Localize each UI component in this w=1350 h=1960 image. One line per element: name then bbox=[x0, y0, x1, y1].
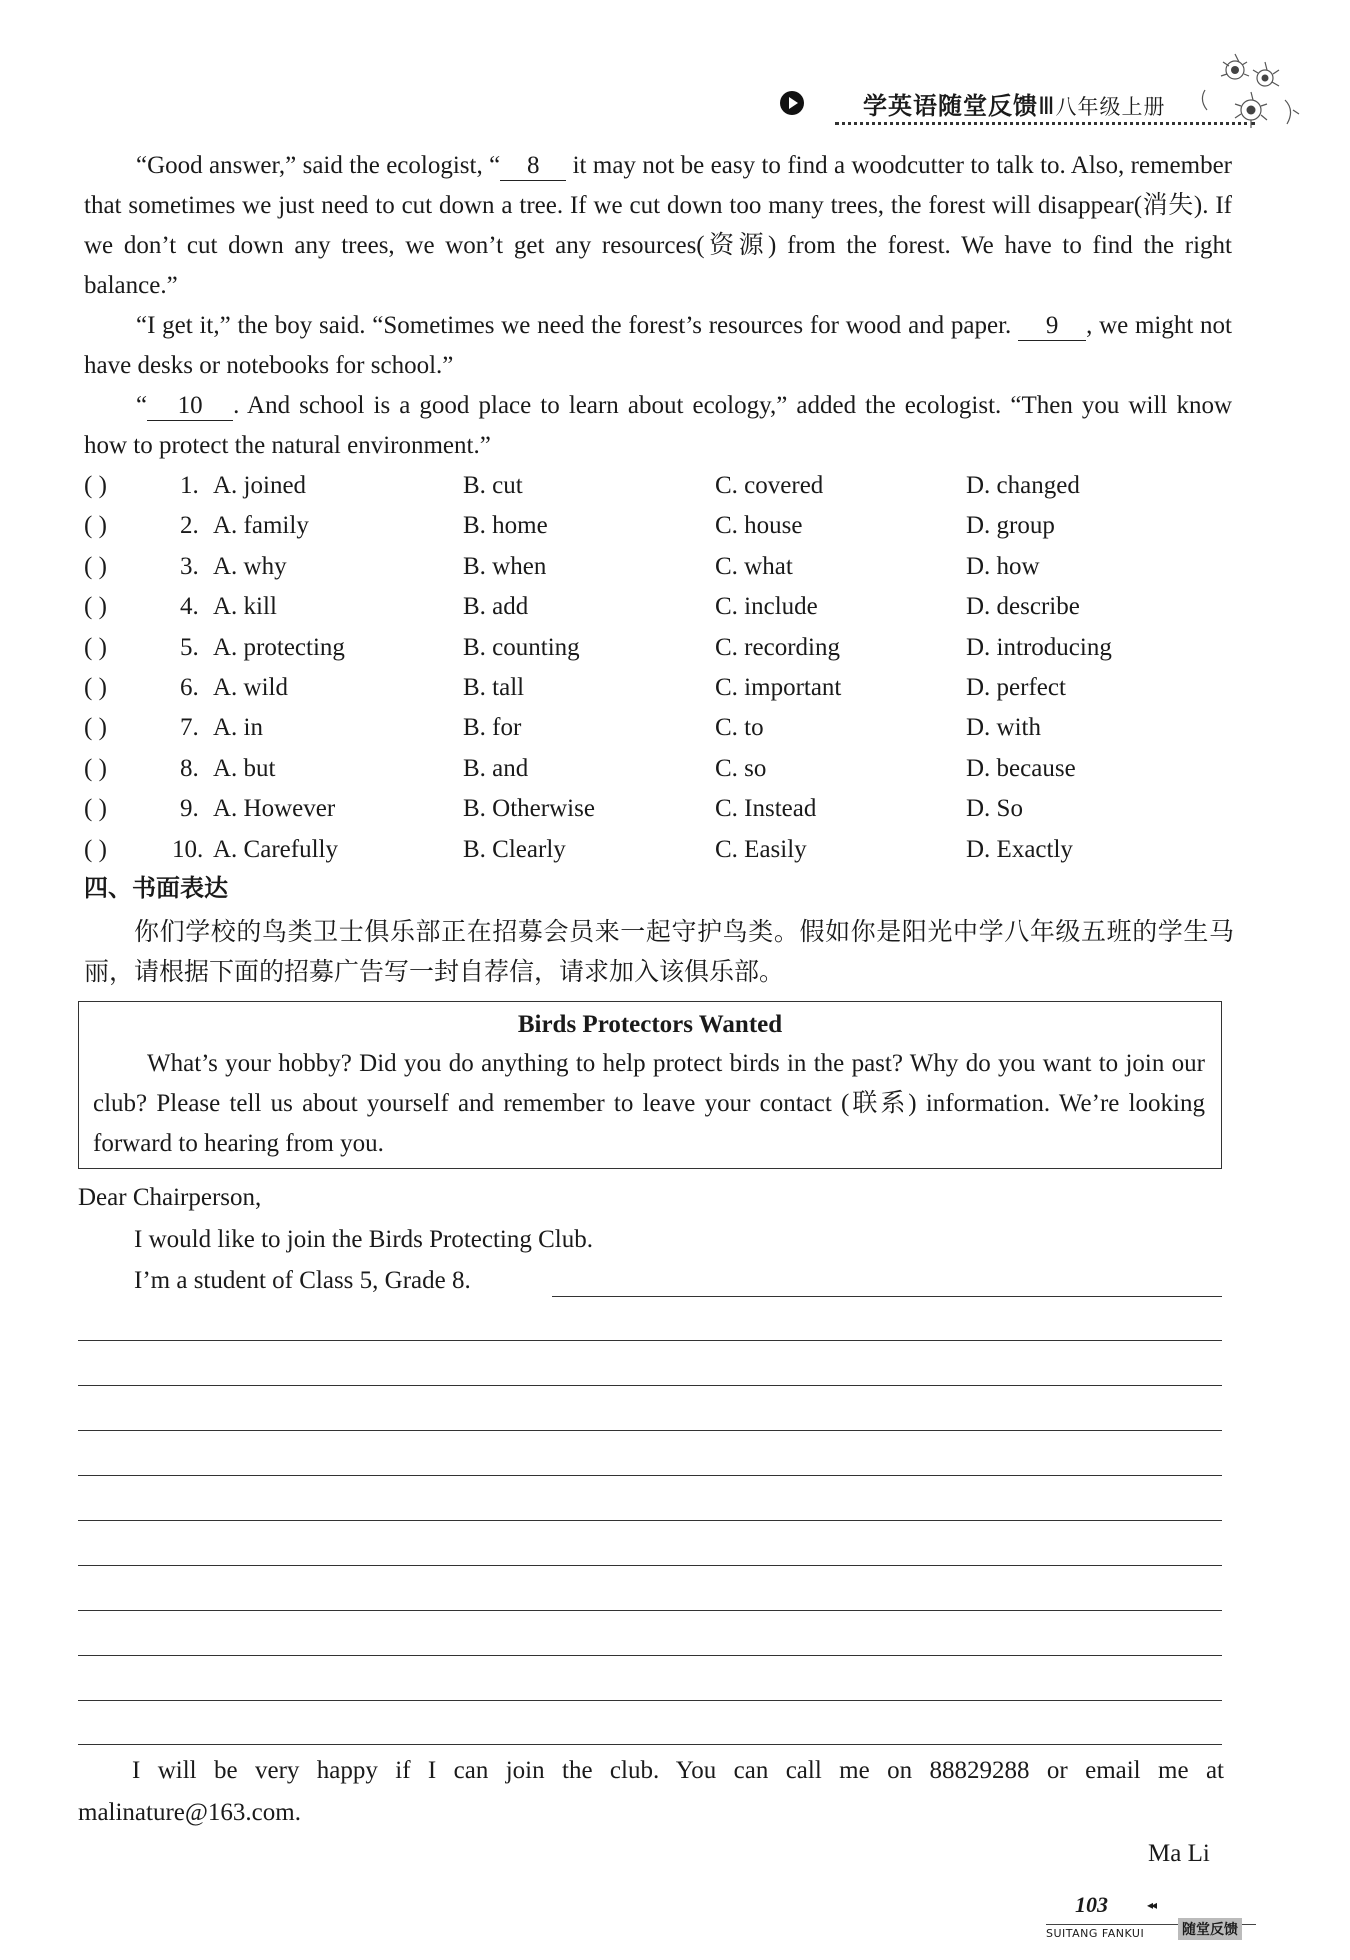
option-c: C. house bbox=[715, 512, 803, 540]
double-arrow-left-icon: ◂◂ bbox=[1147, 1898, 1156, 1912]
option-c: C. Easily bbox=[715, 835, 807, 863]
option-b: B. tall bbox=[463, 673, 525, 701]
task-text: 你们学校的鸟类卫士俱乐部正在招募会员来一起守护鸟类。假如你是阳光中学八年级五班的学生马丽，请根据下面的招募广告写一封自荐信，请求加入该俱乐部。 bbox=[84, 917, 1234, 986]
writing-line[interactable] bbox=[78, 1700, 1222, 1701]
answer-bracket[interactable]: ( ) bbox=[84, 593, 107, 621]
question-number: 3. bbox=[180, 552, 199, 580]
writing-line[interactable] bbox=[78, 1565, 1222, 1566]
option-a: A. joined bbox=[213, 472, 307, 499]
multiple-choice-options bbox=[84, 466, 1264, 870]
header-title bbox=[863, 86, 1166, 121]
answer-bracket[interactable]: ( ) bbox=[84, 633, 107, 661]
option-b: B. and bbox=[463, 754, 529, 782]
option-a: A. kill bbox=[213, 593, 277, 621]
question-number: 9. bbox=[180, 795, 199, 823]
option-b: B. add bbox=[463, 593, 529, 621]
option-c: C. to bbox=[715, 714, 764, 742]
option-a: A. but bbox=[213, 754, 276, 782]
writing-line[interactable] bbox=[78, 1744, 1222, 1745]
question-row-2 bbox=[84, 506, 1264, 546]
option-d: D. describe bbox=[966, 593, 1080, 621]
play-icon bbox=[779, 90, 805, 116]
question-row-6 bbox=[84, 668, 1264, 708]
option-b: B. Otherwise bbox=[463, 795, 595, 823]
letter-greeting: Dear Chairperson, bbox=[78, 1184, 262, 1211]
option-a: A. why bbox=[213, 552, 287, 580]
letter-line-1: I would like to join the Birds Protecting Club. bbox=[134, 1226, 593, 1253]
answer-bracket[interactable]: ( ) bbox=[84, 754, 107, 782]
answer-blank-9[interactable]: 9 bbox=[1018, 312, 1086, 341]
header-grade: 八年级上册 bbox=[1055, 95, 1166, 119]
writing-line[interactable] bbox=[78, 1385, 1222, 1386]
header-roman-numeral: Ⅲ bbox=[1038, 92, 1056, 120]
section-heading: 四、书面表达 bbox=[84, 874, 228, 902]
passage-paragraph-2 bbox=[84, 306, 1232, 386]
header-title-text: 学英语随堂反馈 bbox=[863, 92, 1038, 120]
closing-text: I will be very happy if I can join the club. You can call me on 88829288 or email me at malinature@163.com. bbox=[78, 1757, 1224, 1826]
option-d: D. with bbox=[966, 714, 1041, 742]
answer-bracket[interactable]: ( ) bbox=[84, 512, 107, 540]
question-number: 1. bbox=[180, 472, 199, 499]
writing-task-instructions bbox=[84, 912, 1234, 992]
option-c: C. important bbox=[715, 673, 842, 701]
passage-text: “Good answer,” said the ecologist, “ bbox=[136, 152, 501, 179]
answer-bracket[interactable]: ( ) bbox=[84, 795, 107, 823]
writing-line[interactable] bbox=[78, 1340, 1222, 1341]
writing-line[interactable] bbox=[78, 1475, 1222, 1476]
option-b: B. for bbox=[463, 714, 522, 742]
writing-line[interactable] bbox=[78, 1655, 1222, 1656]
writing-line[interactable] bbox=[552, 1296, 1222, 1297]
sunflower-decoration-icon bbox=[1195, 40, 1305, 150]
answer-blank-10[interactable]: 10 bbox=[147, 392, 233, 421]
passage-text: , we might not have desks or notebooks for school.” bbox=[84, 312, 1232, 379]
question-row-8 bbox=[84, 749, 1264, 789]
writing-line[interactable] bbox=[78, 1520, 1222, 1521]
option-b: B. when bbox=[463, 552, 547, 580]
letter-closing bbox=[78, 1750, 1224, 1834]
question-row-3 bbox=[84, 547, 1264, 587]
ad-body bbox=[93, 1044, 1205, 1164]
option-a: A. However bbox=[213, 795, 336, 823]
option-a: A. protecting bbox=[213, 633, 345, 661]
writing-line[interactable] bbox=[78, 1430, 1222, 1431]
answer-bracket[interactable]: ( ) bbox=[84, 714, 107, 742]
recruitment-ad-box bbox=[78, 1001, 1222, 1169]
option-b: B. Clearly bbox=[463, 835, 566, 863]
footer-brand-chinese: 随堂反馈 bbox=[1178, 1918, 1242, 1940]
option-c: C. so bbox=[715, 754, 767, 782]
passage-paragraph-3 bbox=[84, 386, 1232, 466]
question-number: 6. bbox=[180, 673, 199, 701]
question-row-5 bbox=[84, 628, 1264, 668]
passage-text: it may not be easy to find a woodcutter to talk to. Also, remember that sometimes we just need to cut down a tree. If we cut down too many trees, the forest will disappear(消失). If we don’t cut down any trees, we won’t get any resources(资源) from the forest. We have to find the right balance.” bbox=[84, 152, 1232, 299]
page-number: 103 bbox=[1075, 1892, 1108, 1917]
option-c: C. covered bbox=[715, 472, 824, 499]
answer-bracket[interactable]: ( ) bbox=[84, 835, 107, 863]
answer-bracket[interactable]: ( ) bbox=[84, 472, 107, 499]
question-row-4 bbox=[84, 587, 1264, 627]
ad-body-text: What’s your hobby? Did you do anything to help protect birds in the past? Why do you want to join our club? Please tell us about yourself and remember to leave your contact (联系) information. We’re looking forward to hearing from you. bbox=[93, 1050, 1205, 1157]
option-d: D. So bbox=[966, 795, 1023, 823]
passage-text: “I get it,” the boy said. “Sometimes we need the forest’s resources for wood and paper. bbox=[136, 312, 1019, 339]
option-c: C. include bbox=[715, 593, 818, 621]
question-number: 7. bbox=[180, 714, 199, 742]
passage-text: “ bbox=[136, 392, 148, 419]
option-a: A. family bbox=[213, 512, 309, 540]
answer-blank-8[interactable]: 8 bbox=[500, 152, 566, 181]
option-d: D. group bbox=[966, 512, 1055, 540]
ad-title: Birds Protectors Wanted bbox=[517, 1011, 783, 1038]
question-number: 2. bbox=[180, 512, 199, 540]
question-row-10 bbox=[84, 830, 1264, 870]
option-c: C. recording bbox=[715, 633, 840, 661]
option-b: B. home bbox=[463, 512, 548, 540]
passage-paragraph-1 bbox=[84, 146, 1232, 306]
question-row-9 bbox=[84, 789, 1264, 829]
question-number: 8. bbox=[180, 754, 199, 782]
option-d: D. Exactly bbox=[966, 835, 1073, 863]
option-b: B. counting bbox=[463, 633, 580, 661]
option-a: A. in bbox=[213, 714, 263, 742]
option-b: B. cut bbox=[463, 472, 523, 499]
option-d: D. because bbox=[966, 754, 1076, 782]
option-c: C. what bbox=[715, 552, 793, 580]
option-a: A. Carefully bbox=[213, 835, 338, 863]
question-row-7 bbox=[84, 708, 1264, 748]
question-number: 5. bbox=[180, 633, 199, 661]
option-a: A. wild bbox=[213, 673, 288, 701]
letter-line-2: I’m a student of Class 5, Grade 8. bbox=[134, 1267, 471, 1294]
question-number: 4. bbox=[180, 593, 199, 621]
passage-text: . And school is a good place to learn about ecology,” added the ecologist. “Then you will know how to protect the natural environment.” bbox=[84, 392, 1232, 459]
writing-line[interactable] bbox=[78, 1610, 1222, 1611]
question-number: 10. bbox=[172, 835, 204, 863]
option-d: D. perfect bbox=[966, 673, 1066, 701]
answer-bracket[interactable]: ( ) bbox=[84, 673, 107, 701]
option-d: D. changed bbox=[966, 472, 1080, 499]
option-c: C. Instead bbox=[715, 795, 817, 823]
header-dotted-rule bbox=[835, 122, 1255, 125]
option-d: D. how bbox=[966, 552, 1040, 580]
question-row-1 bbox=[84, 466, 1264, 506]
option-d: D. introducing bbox=[966, 633, 1112, 661]
footer-brand-english: SUITANG FANKUI bbox=[1046, 1927, 1145, 1940]
letter-signature: Ma Li bbox=[1148, 1840, 1210, 1867]
answer-bracket[interactable]: ( ) bbox=[84, 552, 107, 580]
